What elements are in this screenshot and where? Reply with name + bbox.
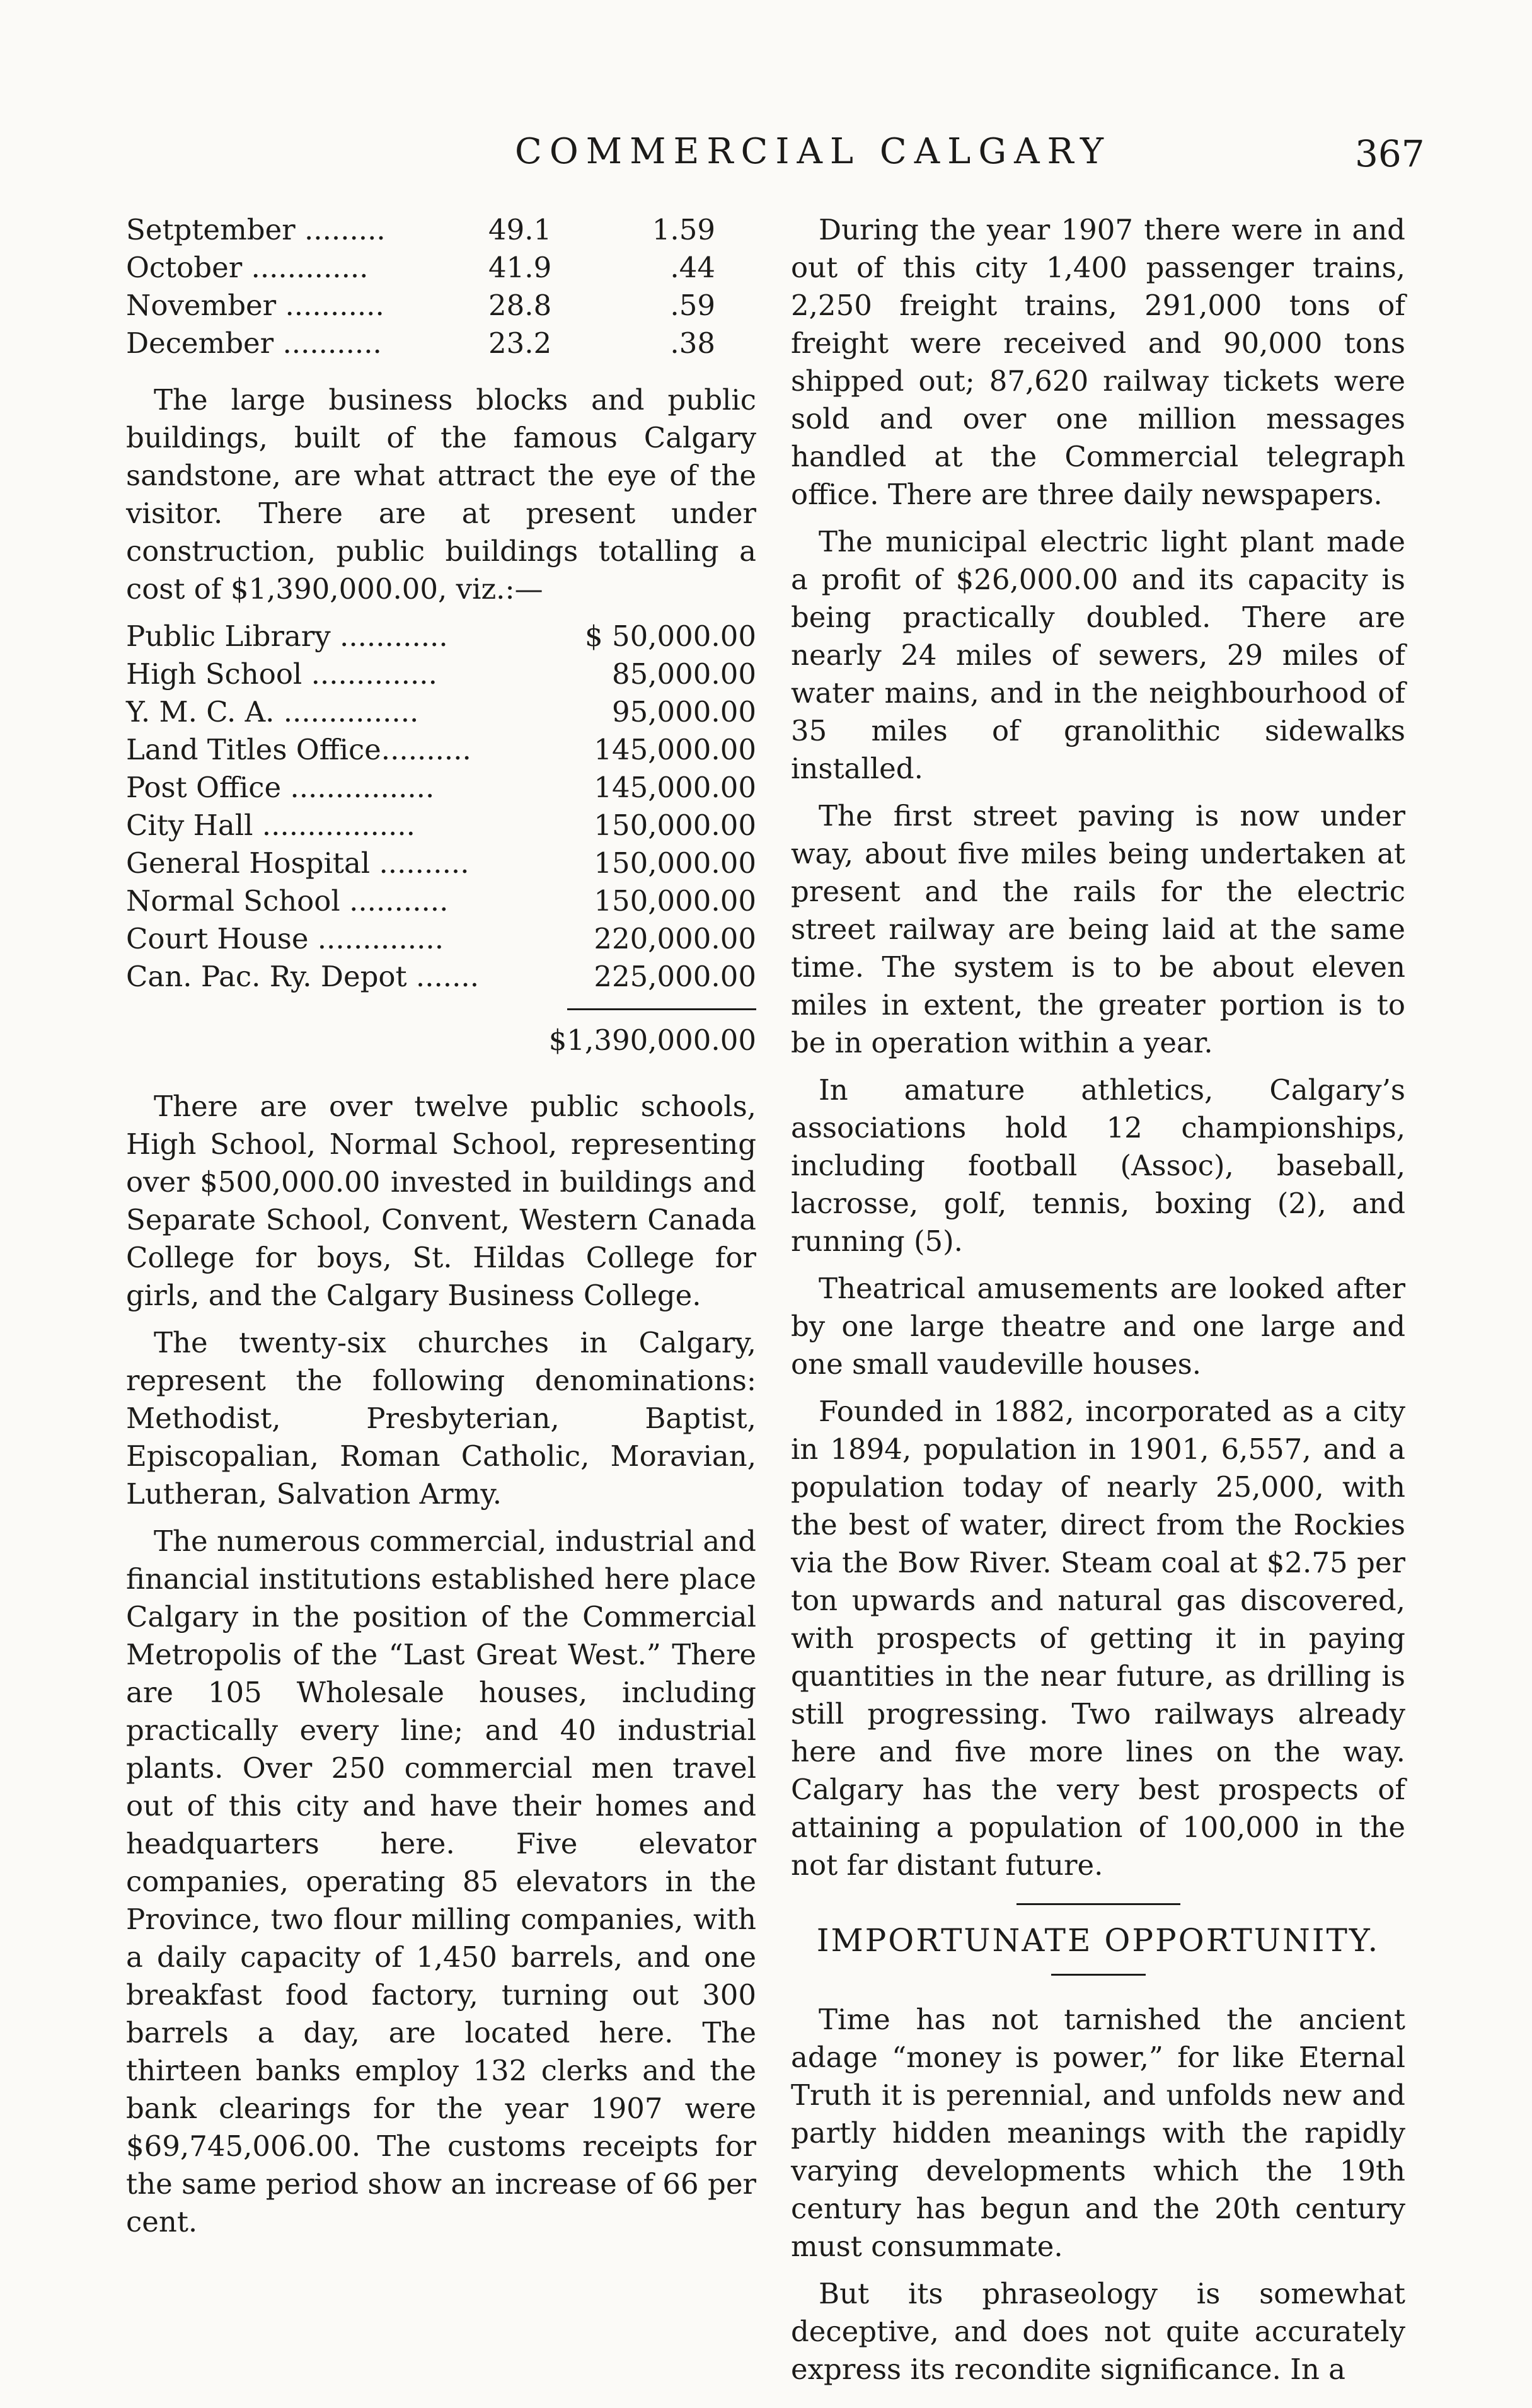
- value-a: 23.2: [488, 326, 552, 360]
- value-a: 28.8: [488, 289, 552, 322]
- table-row: [126, 211, 756, 249]
- building-name: Can. Pac. Ry. Depot .......: [126, 960, 480, 993]
- building-name: City Hall .................: [126, 809, 415, 842]
- building-name: General Hospital ..........: [126, 846, 469, 880]
- building-name: High School ..............: [126, 657, 437, 691]
- table-row: [126, 249, 756, 287]
- list-item: [126, 807, 756, 844]
- rainfall-table: [126, 211, 756, 362]
- building-cost: $ 50,000.00: [585, 619, 756, 653]
- cost-total: $1,390,000.00: [548, 1023, 756, 1057]
- left-column: [126, 211, 756, 2250]
- value-b: .38: [670, 326, 715, 360]
- section-divider: [1017, 1903, 1180, 1905]
- paragraph-paving: The first street paving is now under way, about five miles being undertaken at present and the rails for the electric street railway are being laid at the same time. The system is to be about eleven miles in extent, the greater portion is to be in operation within a year.: [791, 799, 1405, 1059]
- building-name: Post Office ................: [126, 771, 435, 804]
- list-item: [126, 844, 756, 882]
- list-item: [126, 958, 756, 996]
- list-item: [126, 693, 756, 731]
- building-name: Land Titles Office..........: [126, 733, 471, 766]
- list-item: [126, 655, 756, 693]
- month-label: October .............: [126, 251, 369, 284]
- paragraph-railway: During the year 1907 there were in and out of this city 1,400 passenger trains, 2,250 freight trains, 291,000 tons of freight were received and 90,000 tons shipped out; 87,620 railway tickets were sold and over one million messages handled at the Commercial telegraph office. There are three daily newspapers.: [791, 213, 1405, 511]
- right-column: [791, 211, 1405, 2398]
- building-name: Y. M. C. A. ...............: [126, 695, 419, 729]
- building-cost: 150,000.00: [594, 846, 756, 880]
- list-item: [126, 882, 756, 920]
- paragraph-athletics: In amature athletics, Calgary’s associations hold 12 championships, including football (Assoc), baseball, lacrosse, golf, tennis, boxing (2), and running (5).: [791, 1073, 1405, 1258]
- value-a: 49.1: [488, 213, 552, 246]
- month-label: November ...........: [126, 289, 384, 322]
- building-name: Public Library ............: [126, 619, 448, 653]
- building-cost: 95,000.00: [611, 695, 756, 729]
- building-name: Court House ..............: [126, 922, 444, 955]
- value-a: 41.9: [488, 251, 552, 284]
- paragraph-electric: The municipal electric light plant made a profit of $26,000.00 and its capacity is being practically doubled. There are nearly 24 miles of sewers, 29 miles of water mains, and in the neighbourhood of 35 miles of granolithic sidewalks installed.: [791, 525, 1405, 785]
- building-cost: 220,000.00: [594, 922, 756, 955]
- list-item: [126, 920, 756, 958]
- paragraph-sandstone: The large business blocks and public buildings, built of the famous Calgary sandstone, are what attract the eye of the visitor. There are at present under construction, public buildings totalling a cost of $1,390,000.00, viz.:—: [126, 383, 756, 606]
- paragraph-churches: The twenty-six churches in Calgary, represent the following denominations: Methodist, Presbyterian, Baptist, Episcopalian, Roman Catholic, Moravian, Lutheran, Salvation Army.: [126, 1326, 756, 1511]
- month-label: December ...........: [126, 326, 382, 360]
- building-cost: 150,000.00: [594, 884, 756, 918]
- building-cost: 145,000.00: [594, 771, 756, 804]
- list-item: [126, 769, 756, 807]
- list-item: [126, 731, 756, 769]
- list-item: [126, 618, 756, 655]
- running-header: COMMERCIAL CALGARY: [515, 131, 1111, 172]
- building-cost: 85,000.00: [611, 657, 756, 691]
- paragraph-phraseology: But its phraseology is somewhat deceptive, and does not quite accurately express its recondite significance. In a: [791, 2277, 1405, 2386]
- building-cost-list: [126, 618, 756, 1059]
- total-rule: [567, 1008, 756, 1010]
- building-cost: 150,000.00: [594, 809, 756, 842]
- page-number: 367: [1355, 132, 1425, 175]
- building-name: Normal School ...........: [126, 884, 449, 918]
- value-b: .59: [670, 289, 715, 322]
- value-b: .44: [670, 251, 715, 284]
- building-cost: 225,000.00: [594, 960, 756, 993]
- paragraph-institutions: The numerous commercial, industrial and financial institutions established here place Calgary in the position of the Commercial Metropolis of the “Last Great West.” There are 105 Wholesale houses, including practically every line; and 40 industrial plants. Over 250 commercial men travel out of this city and have their homes and headquarters here. Five elevator companies, operating 85 elevators in the Province, two flour milling companies, with a daily capacity of 1,450 barrels, and one breakfast food factory, turning out 300 barrels a day, are located here. The thirteen banks employ 132 clerks and the bank clearings for the year 1907 were $69,745,006.00. The customs receipts for the same period show an increase of 66 per cent.: [126, 1524, 756, 2238]
- section-heading: IMPORTUNATE OPPORTUNITY.: [816, 1922, 1380, 1959]
- paragraph-theatre: Theatrical amusements are looked after by one large theatre and one large and one small vaudeville houses.: [791, 1272, 1405, 1381]
- month-label: Setptember .........: [126, 213, 386, 246]
- table-row: [126, 325, 756, 362]
- paragraph-schools: There are over twelve public schools, High School, Normal School, representing over $500,000.00 invested in buildings and Separate School, Convent, Western Canada College for boys, St. Hildas College for girls, and the Calgary Business College.: [126, 1090, 756, 1312]
- paragraph-money: Time has not tarnished the ancient adage “money is power,” for like Eternal Truth it is perennial, and unfolds new and partly hidden meanings with the rapidly varying developments which the 19th century has begun and the 20th century must consummate.: [791, 2003, 1405, 2263]
- building-cost: 145,000.00: [594, 733, 756, 766]
- table-row: [126, 287, 756, 325]
- paragraph-founded: Founded in 1882, incorporated as a city in 1894, population in 1901, 6,557, and a population today of nearly 25,000, with the best of water, direct from the Rockies via the Bow River. Steam coal at $2.75 per ton upwards and natural gas discovered, with prospects of getting it in paying quantities in the near future, as drilling is still progressing. Two railways already here and five more lines on the way. Calgary has the very best prospects of attaining a population of 100,000 in the not far distant future.: [791, 1395, 1405, 1882]
- heading-rule: [1051, 1974, 1146, 1976]
- value-b: 1.59: [652, 213, 715, 246]
